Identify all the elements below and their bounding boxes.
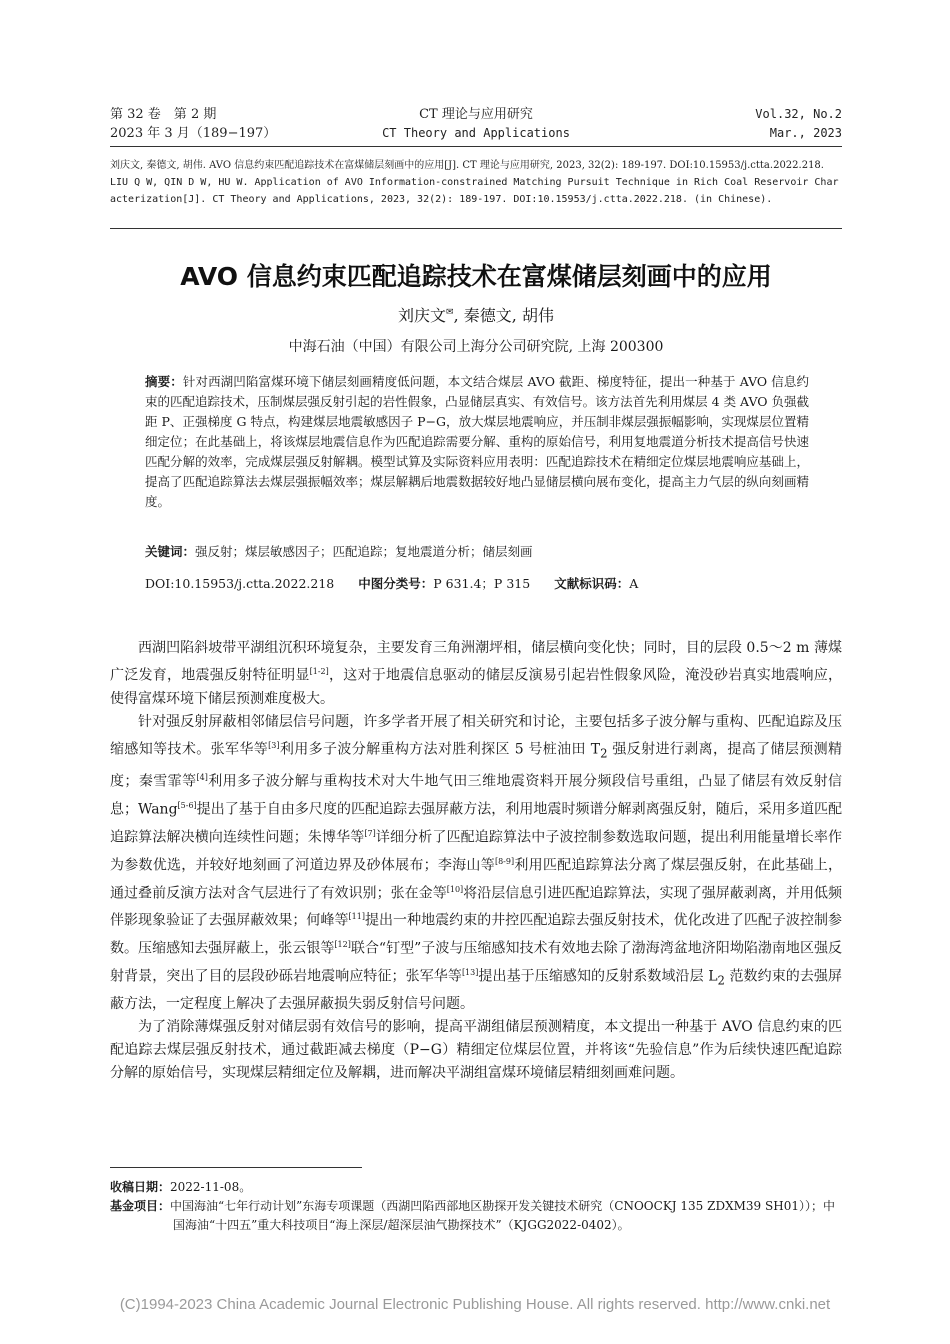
body-text — [110, 637, 842, 1086]
reference-mark: [4] — [196, 773, 208, 783]
reference-mark: [7] — [364, 828, 376, 838]
keywords-text: 强反射；煤层敏感因子；匹配追踪；复地震道分析；储层刻画 — [195, 544, 533, 559]
month-year-en: Mar., 2023 — [769, 126, 842, 140]
affiliation: 中海石油（中国）有限公司上海分公司研究院, 上海 200300 — [288, 339, 664, 355]
abstract — [145, 372, 809, 512]
fund-value: 中国海油“七年行动计划”东海专项课题（西湖凹陷西部地区勘探开发关键技术研究（CNOOCKJ 135 ZDXM39 SH01））；中国海油“十四五”重大科技项目“海上深层/超深层油气勘探技术”（KJGG2022-0402）。 — [170, 1199, 835, 1232]
class-label: 中图分类号： — [358, 576, 434, 591]
reference-mark: [1-2] — [309, 667, 329, 677]
keywords — [145, 542, 809, 560]
reference-mark: [5-6] — [177, 800, 197, 810]
citation-rule — [110, 228, 842, 229]
journal-name — [110, 105, 842, 143]
citation-cn: 刘庆文, 秦德文, 胡伟. AVO 信息约束匹配追踪技术在富煤储层刻画中的应用[J]. CT 理论与应用研究, 2023, 32(2): 189-197. DOI:10.15953/j.ctta.2022.218. — [110, 160, 824, 171]
reference-mark: [10] — [446, 884, 464, 894]
code-label: 文献标识码： — [554, 576, 630, 591]
reference-mark: [3] — [268, 741, 280, 751]
paragraph-1: 西湖凹陷斜坡带平湖组沉积环境复杂，主要发育三角洲潮坪相，储层横向变化快；同时，目的层段 0.5～2 m 薄煤广泛发育，地震强反射特征明显[1-2]，这对于地震信息驱动的储层反演易引起岩性假象风险，淹没砂岩真实地震响应，使得富煤环境下储层预测难度极大。 — [110, 640, 843, 708]
class-value: P 631.4；P 315 — [433, 576, 531, 591]
doi-line — [145, 574, 809, 592]
reference-mark: [11] — [348, 912, 365, 922]
received-label: 收稿日期： — [110, 1180, 171, 1194]
paragraph-3: 为了消除薄煤强反射对储层弱有效信号的影响，提高平湖组储层预测精度，本文提出一种基于 AVO 信息约束的匹配追踪去煤层强反射技术，通过截距减去梯度（P−G）精细定位煤层位置，并将该“先验信息”作为后续快速匹配追踪分解的原始信号，实现煤层精细定位及解耦，进而解决平湖组富煤环境储层精细刻画难问题。 — [110, 1019, 842, 1082]
footnote-rule — [110, 1167, 362, 1168]
volume-issue: 第 32 卷 第 2 期 — [110, 107, 217, 122]
abstract-label: 摘要： — [145, 374, 183, 389]
copyright-watermark: (C)1994-2023 China Academic Journal Electronic Publishing House. All rights reserved. http://www.cnki.net — [119, 1296, 831, 1313]
running-header — [110, 105, 842, 143]
author-list — [110, 303, 842, 326]
received-value: 2022-11-08。 — [170, 1180, 252, 1194]
header-rule — [110, 146, 842, 147]
journal-name-en: CT Theory and Applications — [382, 126, 570, 140]
footnote — [110, 1178, 842, 1235]
journal-name-cn: CT 理论与应用研究 — [419, 107, 533, 122]
paragraph-2: 针对强反射屏蔽相邻储层信号问题，许多学者开展了相关研究和讨论，主要包括多子波分解与重构、匹配追踪及压缩感知等技术。张军华等[3]利用多子波分解重构方法对胜利探区 5 号桩油田 $T_2$ 强反射进行剥离，提高了储层预测精度；秦雪霏等[4]利用多子波分解与重构技术对大牛地气田三维地震资料开展分频段信号重组，凸显了储层有效反射信息；Wang[5-6]提出了基于自由多尺度的匹配追踪去强屏蔽方法，利用地震时频谱分解剥离强反射，随后，采用多道匹配追踪算法解决横向连续性问题；朱博华等[7]详细分析了匹配追踪算法中子波控制参数选取问题，提出利用能量增长率作为参数优选，并较好地刻画了河道边界及砂体展布；李海山等[8-9]利用匹配追踪算法分离了煤层强反射，在此基础上，通过叠前反演方法对含气层进行了有效识别；张在金等[10]将沿层信息引进匹配追踪算法，实现了强屏蔽剥离，并用低频伴影现象验证了去强屏蔽效果；何峰等[11]提出一种地震约束的井控匹配追踪去强反射技术，优化改进了匹配子波控制参数。压缩感知去强屏蔽上，张云银等[12]联合“钉型”子波与压缩感知技术有效地去除了渤海湾盆地济阳坳陷渤南地区强反射背景，突出了目的层段砂砾岩地震响应特征；张军华等[13]提出基于压缩感知的反射系数域沿层 $L_2$ 范数约束的去强屏蔽方法，一定程度上解决了去强屏蔽损失弱反射信号问题。 — [110, 714, 843, 1012]
received-date — [110, 1178, 842, 1197]
subscript: 2 — [717, 973, 725, 988]
keywords-label: 关键词： — [145, 544, 196, 559]
code-value: A — [629, 576, 639, 591]
fund-info — [110, 1197, 842, 1235]
paper-title: AVO 信息约束匹配追踪技术在富煤储层刻画中的应用 — [180, 262, 772, 291]
subscript: 2 — [600, 746, 608, 761]
reference-mark: [12] — [334, 940, 351, 950]
citation-block — [110, 157, 842, 208]
citation-en: LIU Q W, QIN D W, HU W. Application of AVO Information-constrained Matching Pursuit Technique in Rich Coal Reservoir Characterization[J]. CT Theory and Applications, 2023, 32(2): 189-197. DOI:10.15953/j.ctta.2022.218. (in Chinese). — [110, 177, 839, 205]
author-rest: , 秦德文, 胡伟 — [453, 306, 554, 325]
issue-info-en — [755, 105, 842, 143]
reference-mark: [8-9] — [494, 856, 515, 866]
corresponding-mail-icon: ✉ — [446, 307, 454, 318]
vol-no-en: Vol.32, No.2 — [755, 107, 842, 121]
author-first: 刘庆文 — [398, 306, 447, 325]
fund-label: 基金项目： — [110, 1199, 171, 1213]
abstract-text: 针对西湖凹陷富煤环境下储层刻画精度低问题，本文结合煤层 AVO 截距、梯度特征，提出一种基于 AVO 信息约束的匹配追踪技术，压制煤层强反射引起的岩性假象，凸显储层真实、有效信号。该方法首先利用煤层 4 类 AVO 负强截距 P、正强梯度 G 特点，构建煤层地震敏感因子 P−G，放大煤层地震响应，并压制非煤层强振幅影响，实现煤层位置精细定位；在此基础上，将该煤层地震信息作为匹配追踪需要分解、重构的原始信号，利用复地震道分析技术提高信号快速匹配分解的效率，完成煤层强反射解耦。模型试算及实际资料应用表明：匹配追踪技术在精细定位煤层地震响应基础上，提高了匹配追踪算法去煤层强振幅效率；煤层解耦后地震数据较好地凸显储层横向展布变化，提高主力气层的纵向刻画精度。 — [145, 374, 809, 509]
doi: DOI:10.15953/j.ctta.2022.218 — [145, 576, 335, 591]
date-pages: 2023 年 3 月（189−197） — [110, 126, 277, 141]
reference-mark: [13] — [461, 968, 479, 978]
